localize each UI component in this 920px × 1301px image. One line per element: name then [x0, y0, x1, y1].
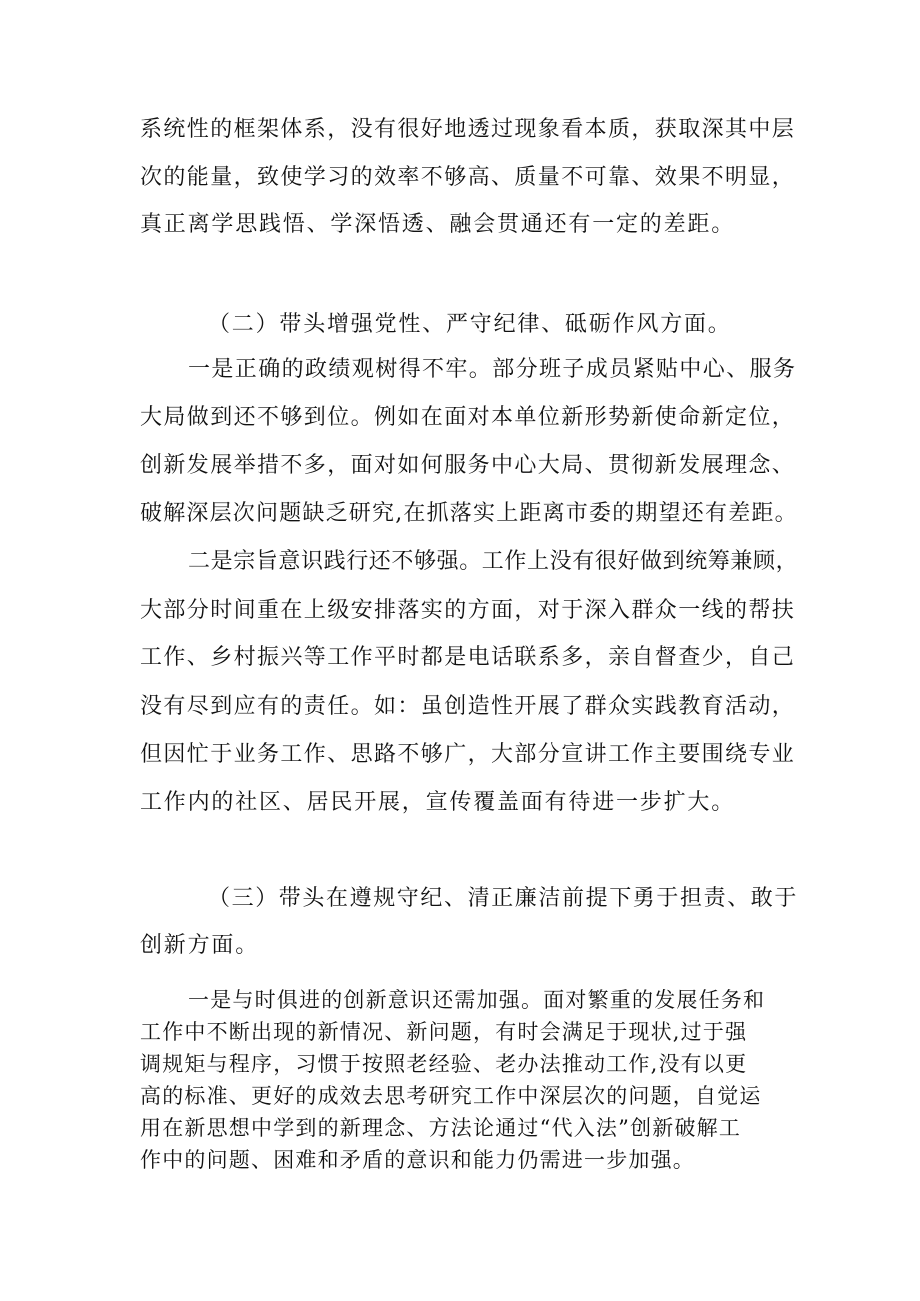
section-one-line-3: 真正离学思践悟、学深悟透、融会贯通还有一定的差距。 [140, 212, 736, 237]
section-two-p2-line-2: 大部分时间重在上级安排落实的方面，对于深入群众一线的帮扶 [140, 598, 796, 623]
section-two-p1-line-3: 创新发展举措不多，面对如何服务中心大局、贯彻新发展理念、 [140, 453, 796, 478]
section-three-heading-line-1: （三）带头在遵规守纪、清正廉洁前提下勇于担责、敢于 [208, 886, 799, 911]
section-two-p2-line-3: 工作、乡村振兴等工作平时都是电话联系多，亲自督查少，自己 [140, 645, 796, 670]
section-two-p1-line-2: 大局做到还不够到位。例如在面对本单位新形势新使命新定位， [140, 405, 796, 430]
section-two-p2-line-1: 二是宗旨意识践行还不够强。工作上没有很好做到统筹兼顾， [188, 549, 799, 574]
section-two-heading: （二）带头增强党性、严守纪律、砥砺作风方面。 [208, 312, 732, 337]
section-two-p2-line-4: 没有尽到应有的责任。如：虽创造性开展了群众实践教育活动， [140, 694, 796, 719]
section-two-p1-line-4: 破解深层次问题缺乏研究,在抓落实上距离市委的期望还有差距。 [140, 501, 798, 526]
section-two-p2-line-6: 工作内的社区、居民开展，宣传覆盖面有待进一步扩大。 [140, 790, 736, 815]
section-three-p1-line-3: 调规矩与程序，习惯于按照老经验、老办法推动工作,没有以更 [140, 1052, 748, 1076]
section-one-line-2: 次的能量，致使学习的效率不够高、质量不可靠、效果不明显， [140, 165, 796, 190]
section-three-p1-line-1: 一是与时俱进的创新意识还需加强。面对繁重的发展任务和 [188, 988, 766, 1012]
section-one-line-1: 系统性的框架体系，没有很好地透过现象看本质，获取深其中层 [140, 117, 796, 142]
section-three-p1-line-6: 作中的问题、困难和矛盾的意识和能力仍需进一步加强。 [140, 1148, 695, 1172]
section-two-p2-line-5: 但因忙于业务工作、思路不够广，大部分宣讲工作主要围绕专业 [140, 742, 796, 767]
section-three-p1-line-5: 用在新思想中学到的新理念、方法论通过“代入法”创新破解工 [140, 1116, 742, 1140]
section-three-heading-line-2: 创新方面。 [140, 933, 260, 958]
section-two-p1-line-1: 一是正确的政绩观树得不牢。部分班子成员紧贴中心、服务 [188, 357, 797, 382]
section-three-p1-line-2: 工作中不断出现的新情况、新问题，有时会满足于现状,过于强 [140, 1020, 748, 1044]
section-three-p1-line-4: 高的标准、更好的成效去思考研究工作中深层次的问题，自觉运 [140, 1084, 762, 1108]
